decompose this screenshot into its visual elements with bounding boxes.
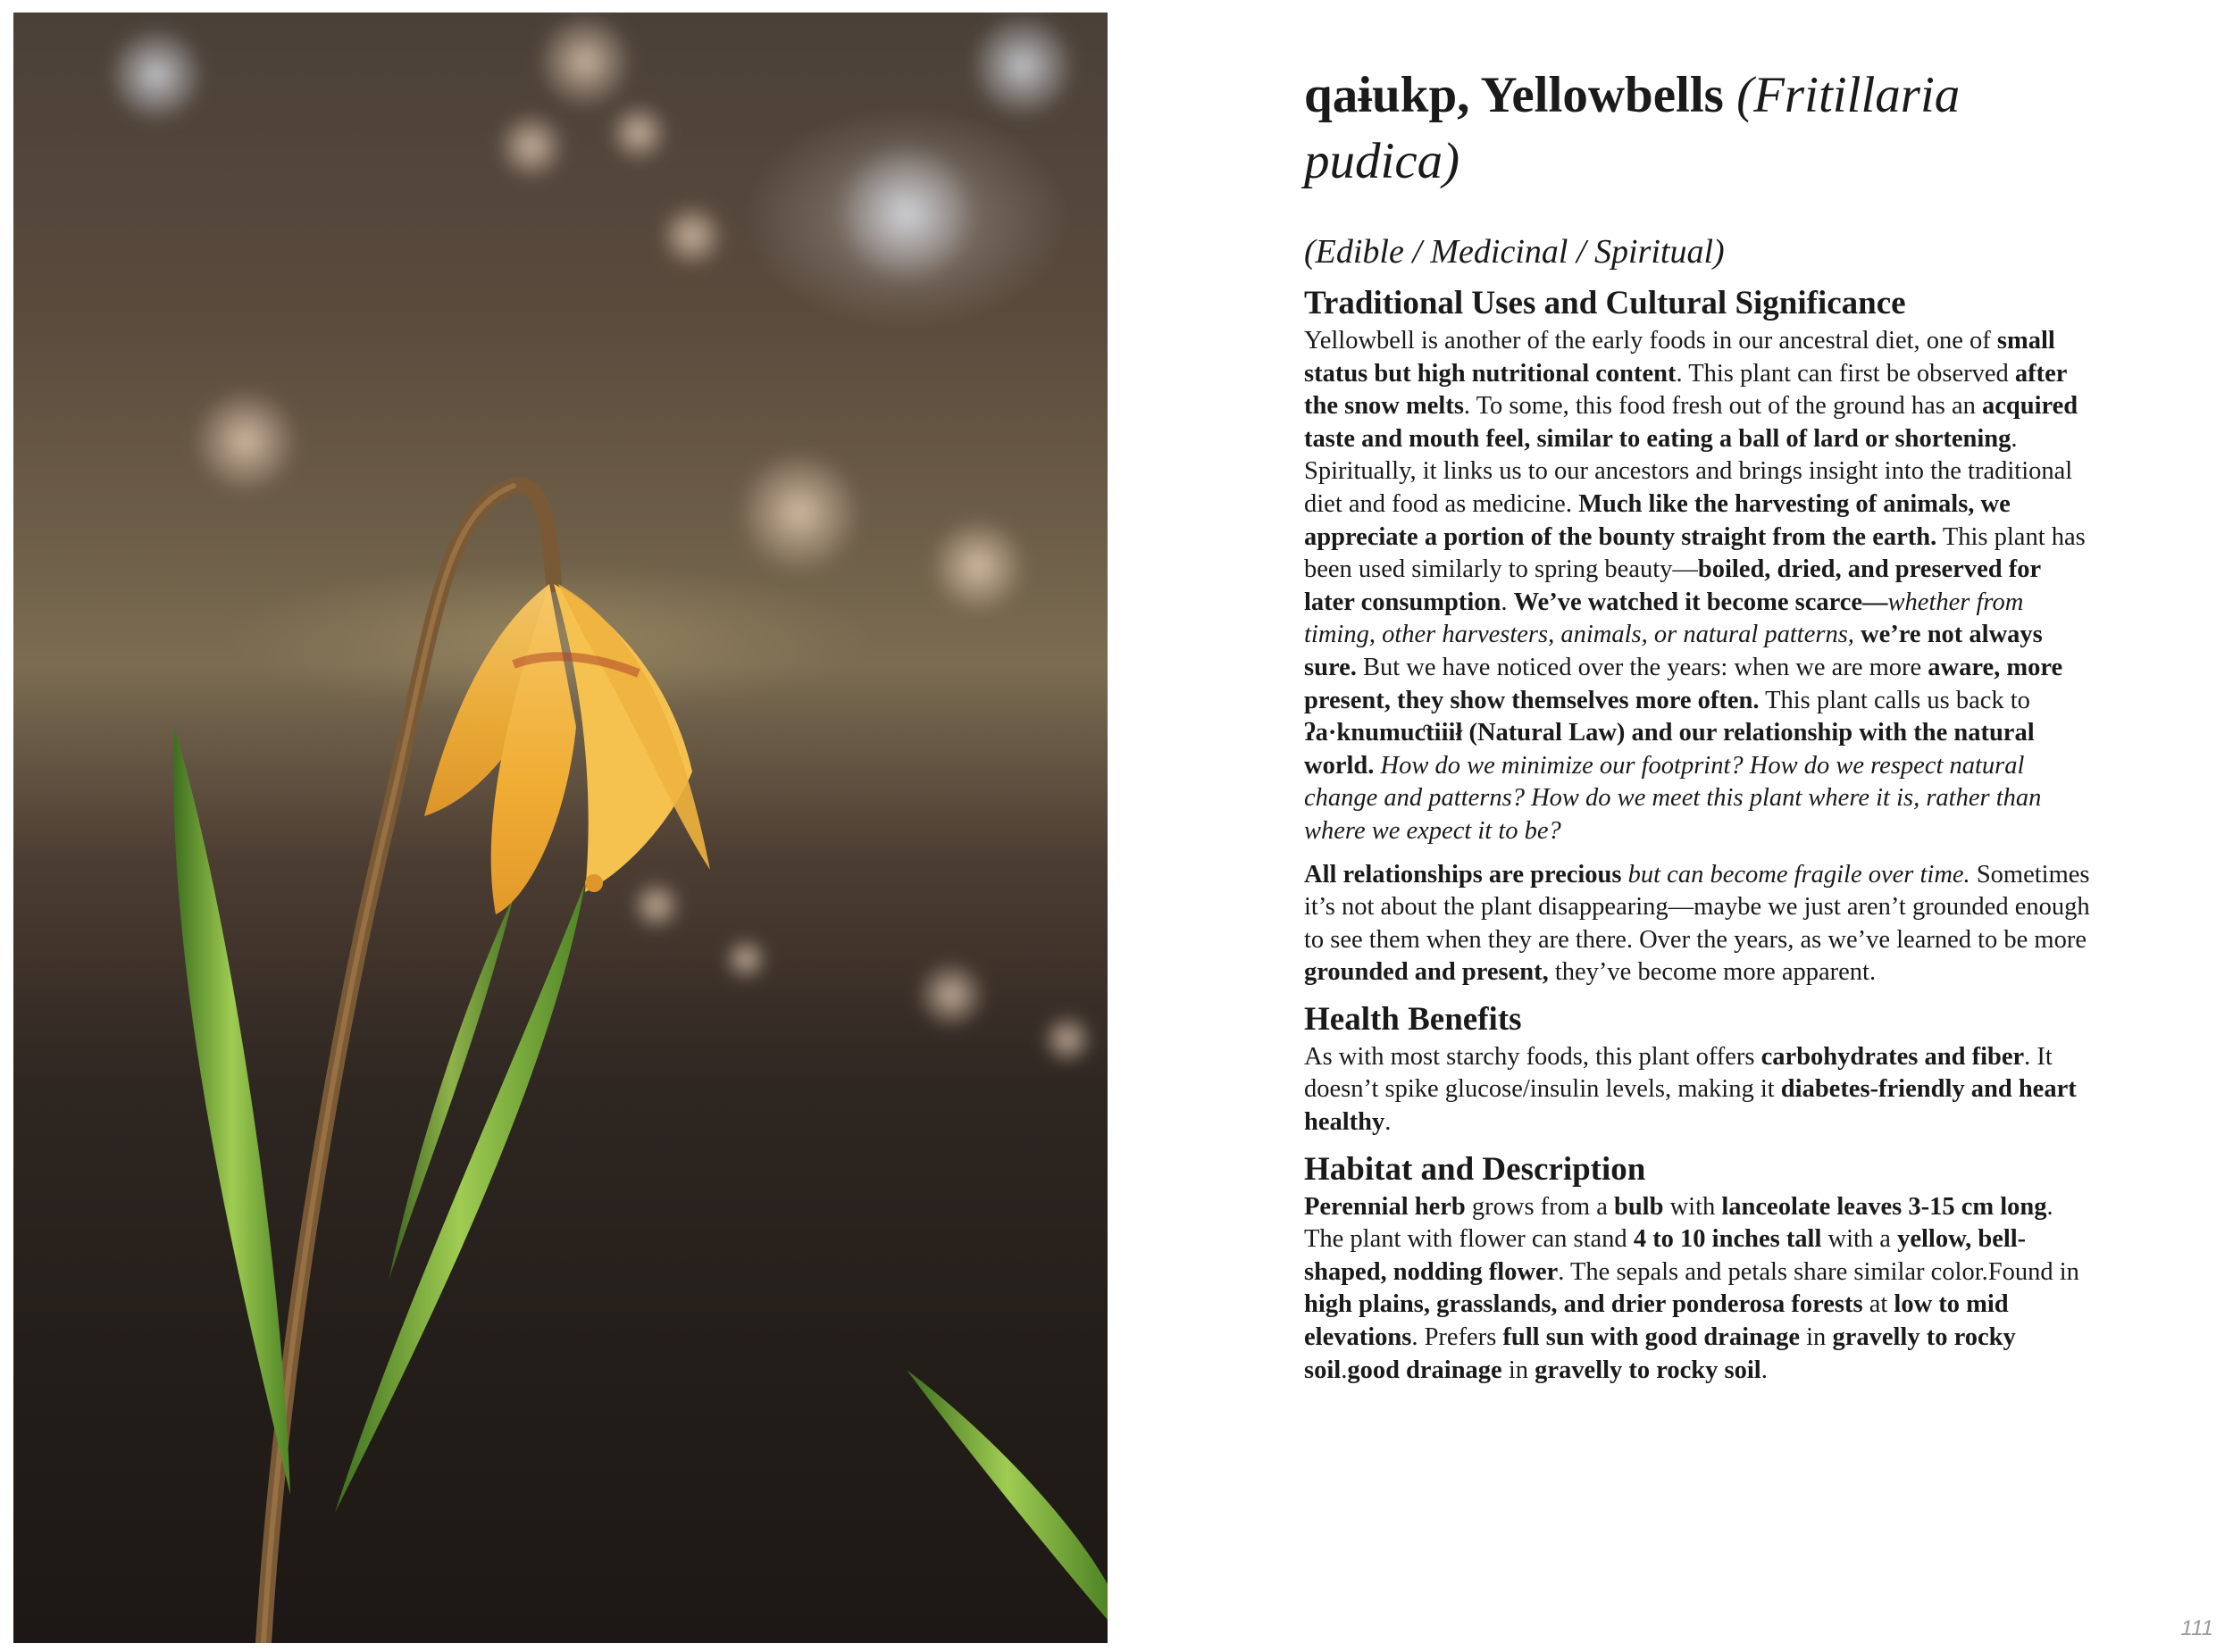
- text-run: [1854, 621, 1861, 648]
- text-run: . The sepals and petals share similar color.Found in: [1558, 1257, 2079, 1286]
- text-run: As with most starchy foods, this plant offers: [1304, 1042, 1761, 1071]
- text-run: full sun with good drainage: [1502, 1323, 1801, 1352]
- text-run: . To some, this food fresh out of the ground has an: [1463, 392, 1982, 421]
- text-run: This plant has been used similarly to spring beauty—: [1304, 522, 2086, 584]
- plant-entry: [1304, 63, 2090, 1398]
- text-run: small status but high nutritional content: [1304, 327, 2055, 388]
- text-run: This plant calls us back to: [1759, 686, 2030, 714]
- yellowbell-illustration: [13, 13, 1108, 1643]
- page-title: [1304, 63, 2090, 195]
- scientific-name: (Fritillaria pudica): [1304, 67, 1961, 189]
- page-number: 111: [2180, 1616, 2213, 1640]
- text-run: .: [1760, 1356, 1768, 1384]
- body-paragraph: [1304, 1041, 2090, 1139]
- text-run: acquired taste and mouth feel, similar to eating a ball of lard or shortening: [1304, 392, 2078, 453]
- text-run: .: [1501, 588, 1514, 616]
- section-heading: Habitat and Description: [1304, 1150, 1646, 1188]
- text-run: we’re not always sure.: [1304, 621, 2043, 681]
- text-run: . The plant with flower can stand: [1304, 1192, 2053, 1254]
- text-run: with: [1663, 1192, 1722, 1221]
- text-run: gravelly to rocky soil: [1535, 1356, 1761, 1384]
- text-run: [1622, 861, 1628, 889]
- text-run: Perennial herb: [1304, 1192, 1466, 1221]
- text-run: carbohydrates and fiber: [1760, 1042, 2025, 1071]
- body-paragraph: [1304, 859, 2090, 989]
- text-run: All relationships are precious: [1304, 860, 1622, 889]
- text-run: good drainage: [1347, 1356, 1502, 1384]
- text-run: How do we minimize our footprint? How do we respect natural change and patterns? How do we meet this plant where it is, rather than where we expect it to be?: [1304, 751, 2042, 845]
- text-run: gravelly to rocky soil: [1304, 1323, 2016, 1384]
- text-run: diabetes-friendly and heart healthy: [1304, 1075, 2077, 1137]
- text-run: in: [1800, 1323, 1833, 1352]
- text-run: high plains, grasslands, and drier ponderosa forests: [1304, 1290, 1863, 1319]
- text-run: in: [1501, 1356, 1535, 1384]
- text-run: they’ve become more apparent.: [1548, 958, 1877, 987]
- text-run: whether from timing, other harvesters, animals, or natural patterns,: [1304, 588, 2024, 649]
- section-heading: Health Benefits: [1304, 1000, 1522, 1038]
- text-run: . This plant can first be observed: [1676, 359, 2015, 388]
- text-run: . Spiritually, it links us to our ancestors and brings insight into the traditional diet and food as medicine.: [1304, 424, 2073, 518]
- text-run: But we have noticed over the years: when we are more: [1356, 653, 1928, 681]
- section: [1304, 1000, 2090, 1139]
- text-run: Much like the harvesting of animals, we appreciate a portion of the bounty straight from the earth.: [1304, 489, 2011, 551]
- text-run: .: [1384, 1108, 1392, 1137]
- text-run: .: [1341, 1356, 1348, 1384]
- yellowbell-flower: [424, 584, 710, 914]
- text-run: . Prefers: [1411, 1323, 1503, 1352]
- text-run: boiled, dried, and preserved for later consumption: [1304, 555, 2041, 616]
- section-heading: Traditional Uses and Cultural Significance: [1304, 285, 1906, 321]
- text-run: after the snow melts: [1304, 359, 2067, 421]
- text-run: lanceolate leaves 3-15 cm long: [1721, 1192, 2047, 1221]
- text-run: Yellowbell is another of the early foods in our ancestral diet, one of: [1304, 327, 1997, 355]
- text-run: aware, more present, they show themselves more often.: [1304, 653, 2063, 714]
- text-run: yellow, bell-shaped, nodding flower: [1304, 1225, 2027, 1286]
- sections-container: [1304, 284, 2090, 1387]
- text-run: grounded and present,: [1304, 958, 1549, 987]
- text-run: We’ve watched it become scarce—: [1513, 588, 1888, 616]
- text-run: at: [1862, 1290, 1894, 1319]
- plant-categories: (Edible / Medicinal / Spiritual): [1304, 233, 1725, 271]
- common-name: qaɨukp, Yellowbells: [1304, 67, 1724, 123]
- text-run: low to mid elevations: [1304, 1290, 2009, 1352]
- text-run: but can become fragile over time.: [1627, 860, 1970, 889]
- text-run: [1374, 752, 1380, 780]
- text-run: grows from a: [1465, 1192, 1614, 1221]
- text-run: Sometimes it’s not about the plant disappearing—maybe we just aren’t grounded enough to see them when they are there. Over the years, as we’ve learned to be more: [1304, 860, 2090, 954]
- yellowbell-photo: [13, 13, 1108, 1643]
- section: [1304, 284, 2090, 989]
- body-paragraph: [1304, 1191, 2090, 1388]
- text-run: 4 to 10 inches tall: [1633, 1225, 1822, 1254]
- body-paragraph: [1304, 325, 2090, 848]
- text-run: bulb: [1613, 1192, 1664, 1221]
- text-run: ʔa·knumuƈtiiił (Natural Law) and our relationship with the natural world.: [1304, 719, 2035, 780]
- text-run: . It doesn’t spike glucose/insulin levels, making it: [1304, 1042, 2053, 1104]
- text-run: with a: [1821, 1225, 1898, 1254]
- section: [1304, 1150, 2090, 1388]
